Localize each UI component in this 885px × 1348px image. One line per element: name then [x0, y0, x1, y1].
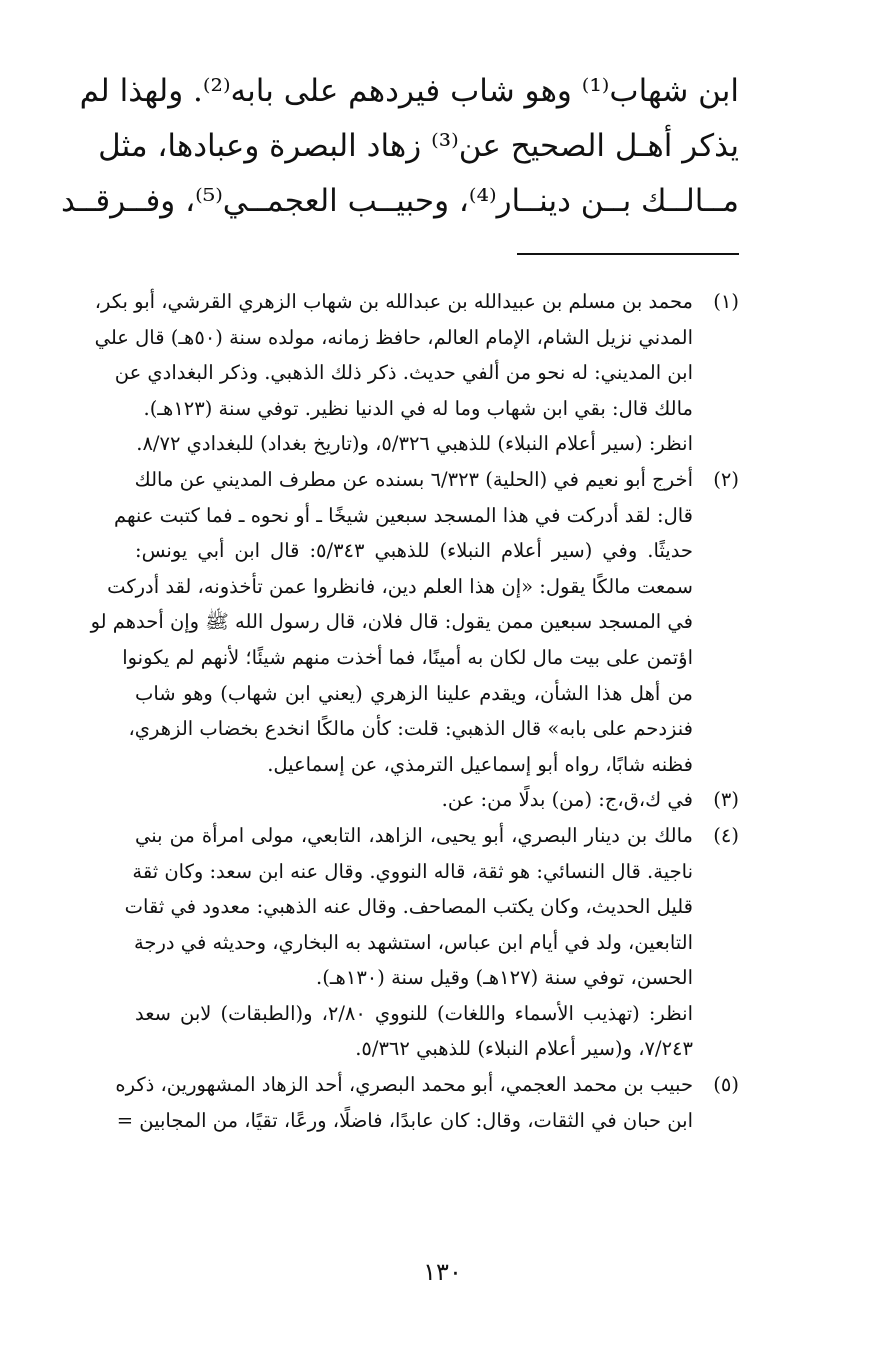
footnotes: [90, 284, 739, 1138]
footnote-1: [94, 284, 739, 462]
footnote-line: محمد بن مسلم بن عبيدالله بن عبدالله بن شهاب الزهري القرشي، أبو بكر،: [94, 290, 693, 313]
footnote-line: من أهل هذا الشأن، ويقدم علينا الزهري (يعني ابن شهاب) وهو شاب: [135, 681, 693, 705]
footnote-line: اؤتمن على بيت مال لكان به أمينًا، فما أخذت منهم شيئًا؛ لأنهم لم يكونوا: [122, 645, 693, 669]
footnote-line: سمعت مالكًا يقول: «إن هذا العلم دين، فانظروا عمن تأخذونه، لقد أدركت: [107, 574, 693, 598]
footnote-line: المدني نزيل الشام، الإمام العالم، حافظ زمانه، مولده سنة (٥٠هـ) قال علي: [94, 325, 693, 349]
footnote-line: ٧/٢٤٣، و(سير أعلام النبلاء) للذهبي ٥/٣٦٢.: [355, 1037, 693, 1061]
footnote-line: ابن المديني: له نحو من ألفي حديث. ذكر ذلك الذهبي. وذكر البغدادي عن: [114, 361, 693, 385]
footnote-line: التابعين، ولد في أيام ابن عباس، استشهد به البخاري، وحديثه في درجة: [133, 930, 693, 954]
footnote-2: [90, 462, 739, 782]
footnote-3: [135, 782, 739, 818]
footnote-number: (١): [713, 290, 739, 313]
footnote-separator: [517, 253, 739, 255]
footnote-line: مالك قال: بقي ابن شهاب وما له في الدنيا نظير. توفي سنة (١٢٣هـ).: [143, 396, 693, 420]
main-text-line: يذكر أهـل الصحيح عن⁽³⁾ زهاد البصرة وعبادها، مثل: [98, 128, 739, 164]
footnote-line: قليل الحديث، وكان يكتب المصاحف. وقال عنه الذهبي: معدود في ثقات: [124, 895, 693, 919]
footnote-4: [124, 818, 739, 1067]
main-text-line: مــالــك بــن دينــار⁽⁴⁾، وحبيــب العجمــي⁽⁵⁾، وفــرقــد: [60, 183, 739, 219]
footnote-number: (٤): [713, 823, 739, 847]
footnote-line: أخرج أبو نعيم في (الحلية) ٦/٣٢٣ بسنده عن مطرف المديني عن مالك: [134, 467, 693, 491]
footnote-number: (٥): [713, 1073, 739, 1097]
main-text: [60, 64, 739, 229]
footnote-line: الحسن، توفي سنة (١٢٧هـ) وقيل سنة (١٣٠هـ).: [316, 966, 693, 990]
footnote-number: (٣): [713, 788, 739, 812]
footnote-line: مالك بن دينار البصري، أبو يحيى، الزاهد، التابعي، مولى امرأة من بني: [135, 823, 693, 847]
page-number: ١٣٠: [423, 1258, 462, 1286]
footnote-5: [115, 1067, 739, 1138]
footnote-line: في المسجد سبعين ممن يقول: قال فلان، قال رسول الله ﷺ وإن أحدهم لو: [90, 610, 693, 634]
footnote-line: قال: لقد أدركت في هذا المسجد سبعين شيخًا ـ أو نحوه ـ فما كتبت عنهم: [113, 503, 693, 527]
footnote-line: في ك،ق،ج: (من) بدلًا من: عن.: [441, 788, 693, 812]
footnote-line: انظر: (تهذيب الأسماء واللغات) للنووي ٢/٨٠، و(الطبقات) لابن سعد: [135, 1001, 693, 1025]
footnote-line: حديثًا. وفي (سير أعلام النبلاء) للذهبي ٥/٣٤٣: قال ابن أبي يونس:: [135, 539, 693, 563]
footnote-line: انظر: (سير أعلام النبلاء) للذهبي ٥/٣٢٦، و(تاريخ بغداد) للبغدادي ٨/٧٢.: [136, 432, 693, 456]
footnote-line: حبيب بن محمد العجمي، أبو محمد البصري، أحد الزهاد المشهورين، ذكره: [115, 1073, 693, 1097]
footnote-number: (٢): [713, 467, 739, 491]
footnote-line: ابن حبان في الثقات، وقال: كان عابدًا، فاضلًا، ورعًا، تقيًا، من المجابين =: [116, 1108, 693, 1132]
footnote-line: فنزدحم على بابه» قال الذهبي: قلت: كأن مالكًا انخدع بخضاب الزهري،: [128, 717, 693, 741]
footnote-line: فظنه شابًا، رواه أبو إسماعيل الترمذي، عن إسماعيل.: [267, 752, 693, 776]
main-text-line: ابن شهاب⁽¹⁾ وهو شاب فيردهم على بابه⁽²⁾. ولهذا لم: [79, 73, 739, 109]
footnote-line: ناجية. قال النسائي: هو ثقة، قاله النووي. وقال عنه ابن سعد: وكان ثقة: [132, 859, 693, 883]
